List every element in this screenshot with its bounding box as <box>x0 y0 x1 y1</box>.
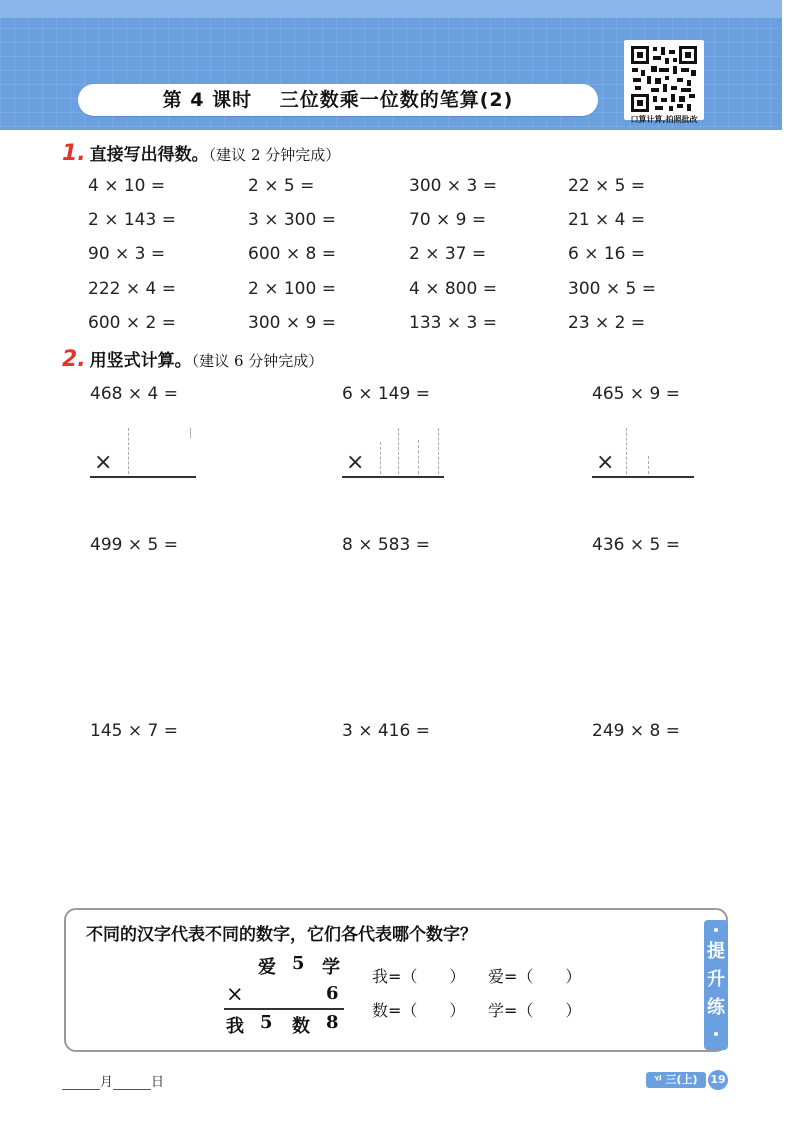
section2-label: 用竖式计算。 <box>89 351 192 371</box>
puzzle-digit: 8 <box>326 1012 339 1033</box>
page-number: 19 <box>708 1070 728 1090</box>
grade-badge: ᵞᴶ 三(上) <box>646 1072 706 1088</box>
section2-number: 2. <box>62 347 86 372</box>
day-blank[interactable] <box>113 1074 151 1090</box>
puzzle-digit: 我 <box>226 1016 244 1037</box>
day-label: 日 <box>151 1075 165 1090</box>
puzzle-digit: 数 <box>292 1016 310 1037</box>
vertical-problem: 465 × 9 = <box>592 384 680 404</box>
calc-item: 300 × 3 = <box>409 176 497 196</box>
calc-item: 70 × 9 = <box>409 210 487 230</box>
calc-item: 300 × 5 = <box>568 279 656 299</box>
puzzle-digit: 6 <box>326 983 339 1004</box>
title-pill <box>78 84 598 116</box>
vertical-problem: 145 × 7 = <box>90 721 178 741</box>
month-label: 月 <box>100 1075 114 1090</box>
puzzle-digit: 爱 <box>258 957 276 978</box>
calc-item: 2 × 37 = <box>409 244 487 264</box>
answer-ai[interactable]: 爱=（ ） <box>488 967 582 986</box>
section2-hint: （建议 6 分钟完成） <box>191 352 324 370</box>
puzzle-line <box>224 1008 344 1010</box>
vertical-problem: 468 × 4 = <box>90 384 178 404</box>
calc-item: 4 × 10 = <box>88 176 166 196</box>
guide-line <box>438 428 439 474</box>
puzzle-times: × <box>226 982 244 1006</box>
calc-item: 133 × 3 = <box>409 313 497 333</box>
calc-item: 300 × 9 = <box>248 313 336 333</box>
calc-item: 600 × 2 = <box>88 313 176 333</box>
vertical-problem: 8 × 583 = <box>342 535 430 555</box>
header-band-top <box>0 0 782 18</box>
section1-hint: （建议 2 分钟完成） <box>208 146 341 164</box>
result-line <box>90 476 196 478</box>
result-line <box>592 476 694 478</box>
guide-line <box>128 428 129 474</box>
vertical-work-area[interactable] <box>90 424 200 484</box>
calc-item: 600 × 8 = <box>248 244 336 264</box>
calc-item: 2 × 5 = <box>248 176 315 196</box>
calc-item: 22 × 5 = <box>568 176 646 196</box>
lesson-label: 第 4 课时 <box>162 89 253 111</box>
answer-xue[interactable]: 学=（ ） <box>488 1001 582 1020</box>
guide-line <box>190 428 191 438</box>
date-field[interactable] <box>62 1071 164 1090</box>
month-blank[interactable] <box>62 1074 100 1090</box>
vertical-work-area[interactable] <box>592 424 702 484</box>
calc-item: 21 × 4 = <box>568 210 646 230</box>
vertical-problem: 3 × 416 = <box>342 721 430 741</box>
vertical-problem: 499 × 5 = <box>90 535 178 555</box>
vertical-problem: 249 × 8 = <box>592 721 680 741</box>
challenge-tag-label: 提升练 <box>707 941 725 1018</box>
page-title <box>78 84 598 116</box>
section1-label: 直接写出得数。 <box>89 145 209 165</box>
vertical-problem: 6 × 149 = <box>342 384 430 404</box>
calc-item: 222 × 4 = <box>88 279 176 299</box>
tag-dot <box>714 928 718 932</box>
qr-code[interactable] <box>624 40 704 120</box>
guide-line <box>418 440 419 474</box>
vertical-work-area[interactable] <box>342 424 452 484</box>
guide-line <box>380 442 381 474</box>
section1-heading <box>62 140 340 166</box>
calc-item: 23 × 2 = <box>568 313 646 333</box>
times-sign: × <box>94 450 113 475</box>
calc-item: 4 × 800 = <box>409 279 497 299</box>
challenge-question: 不同的汉字代表不同的数字，它们各代表哪个数字？ <box>86 925 477 945</box>
guide-line <box>398 428 399 474</box>
calc-item: 3 × 300 = <box>248 210 336 230</box>
challenge-tag <box>704 920 728 1050</box>
qr-caption: 口算计算,拍照批改 <box>630 115 698 124</box>
puzzle-digit: 5 <box>260 1012 273 1033</box>
vertical-problem: 436 × 5 = <box>592 535 680 555</box>
section2-heading <box>62 346 323 372</box>
result-line <box>342 476 444 478</box>
calc-item: 6 × 16 = <box>568 244 646 264</box>
times-sign: × <box>346 450 365 475</box>
section1-number: 1. <box>62 141 86 166</box>
tag-dot <box>714 1032 718 1036</box>
calc-item: 90 × 3 = <box>88 244 166 264</box>
guide-line <box>648 456 649 474</box>
calc-item: 2 × 100 = <box>248 279 336 299</box>
calc-item: 2 × 143 = <box>88 210 176 230</box>
lesson-title: 三位数乘一位数的笔算(2) <box>279 89 514 111</box>
puzzle-digit: 5 <box>292 953 305 974</box>
times-sign: × <box>596 450 615 475</box>
puzzle-digit: 学 <box>322 957 340 978</box>
guide-line <box>626 428 627 474</box>
answer-wo[interactable]: 我=（ ） <box>372 967 466 986</box>
answer-shu[interactable]: 数=（ ） <box>372 1001 466 1020</box>
qr-code-icon <box>629 44 699 114</box>
